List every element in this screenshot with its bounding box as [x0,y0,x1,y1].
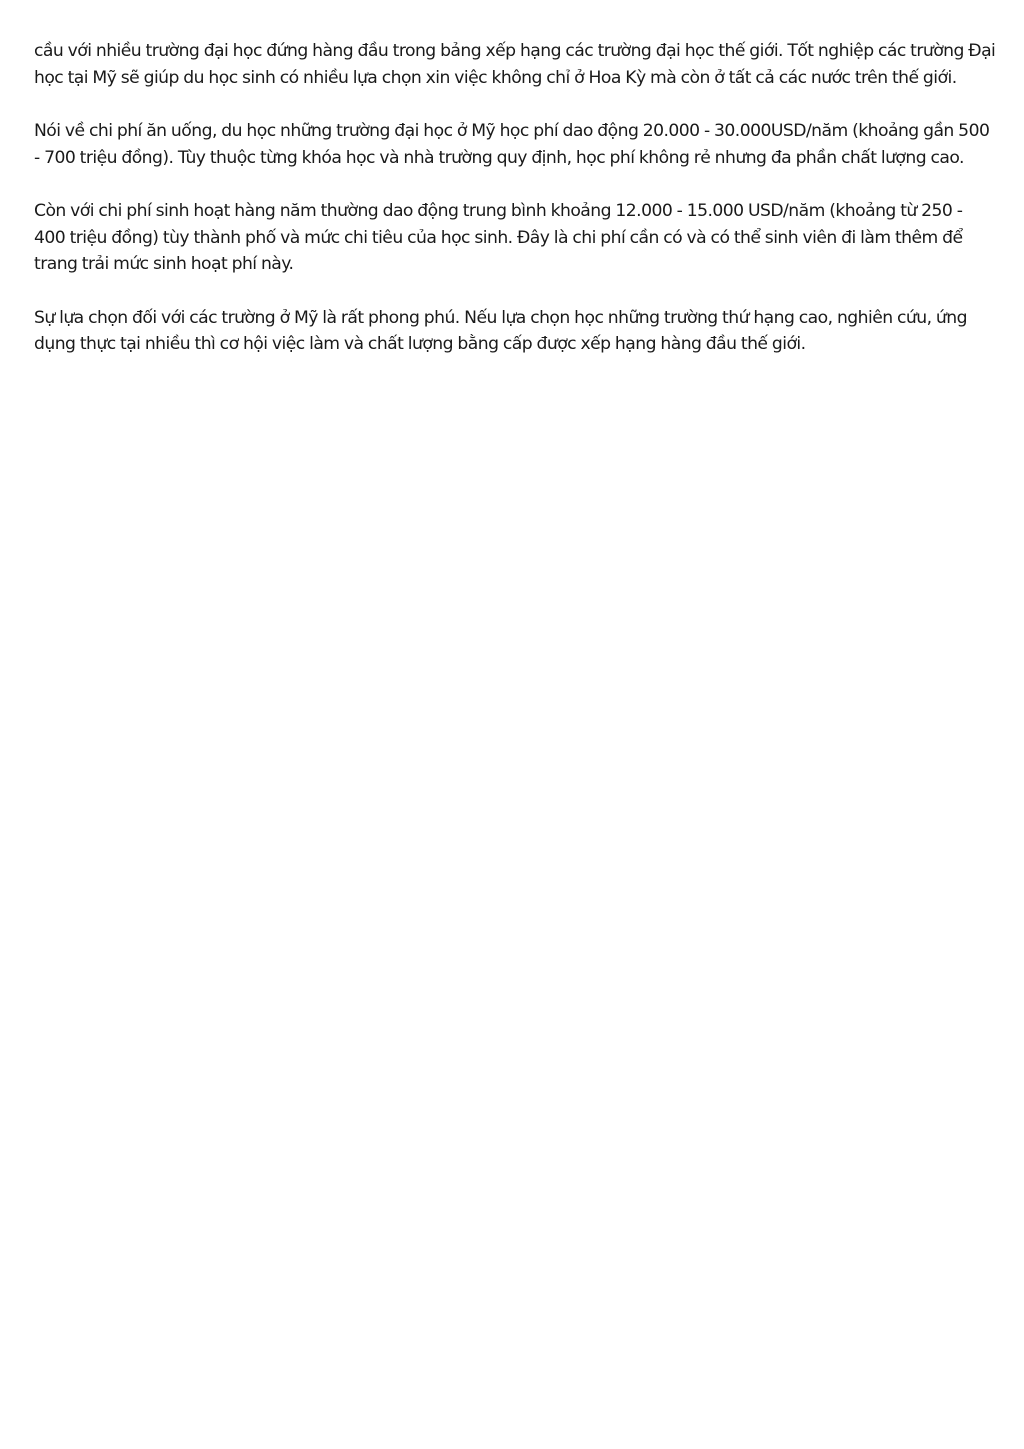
paragraph-tuition-costs: Nói về chi phí ăn uống, du học những trường đại học ở Mỹ học phí dao động 20.000 - 30.000USD/năm (khoảng gần 500 - 700 triệu đồng). Tùy thuộc từng khóa học và nhà trường quy định, học phí không rẻ nhưng đa phần chất lượng cao. [34,121,990,168]
document-body [34,38,996,385]
paragraph-study-abroad-intro: cầu với nhiều trường đại học đứng hàng đầu trong bảng xếp hạng các trường đại học thế giới. Tốt nghiệp các trường Đại học tại Mỹ sẽ giúp du học sinh có nhiều lựa chọn xin việc không chỉ ở Hoa Kỳ mà còn ở tất cả các nước trên thế giới. [34,41,996,88]
paragraph-school-choice: Sự lựa chọn đối với các trường ở Mỹ là rất phong phú. Nếu lựa chọn học những trường thứ hạng cao, nghiên cứu, ứng dụng thực tại nhiều thì cơ hội việc làm và chất lượng bằng cấp được xếp hạng hàng đầu thế giới. [34,307,967,354]
paragraph-living-costs: Còn với chi phí sinh hoạt hàng năm thường dao động trung bình khoảng 12.000 - 15.000 USD/năm (khoảng từ 250 - 400 triệu đồng) tùy thành phố và mức chi tiêu của học sinh. Đây là chi phí cần có và có thể sinh viên đi làm thêm để trang trải mức sinh hoạt phí này. [34,201,963,274]
